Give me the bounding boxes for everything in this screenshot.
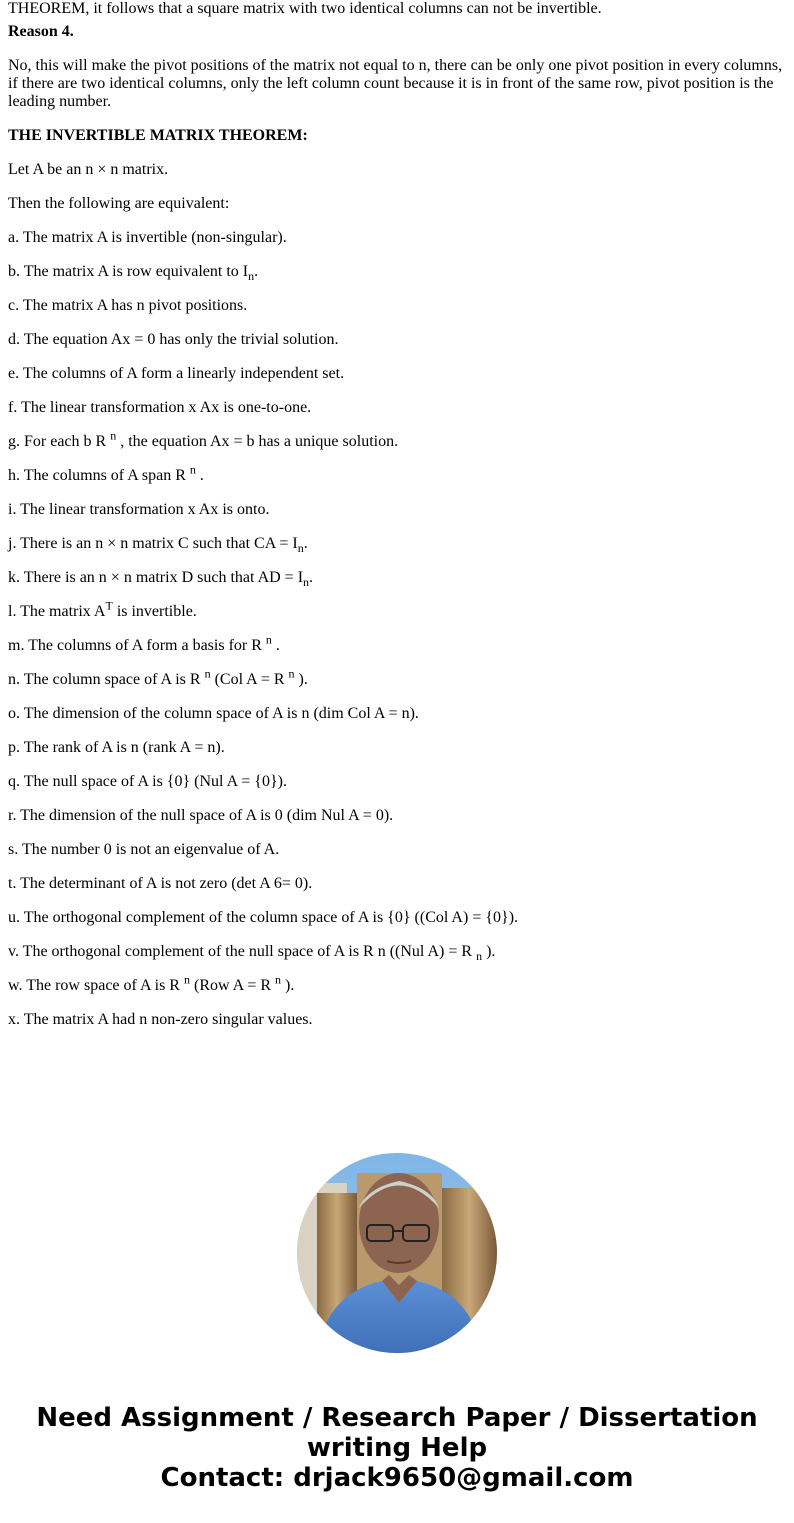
item-superscript: n <box>288 666 295 681</box>
item-superscript: n <box>183 972 190 987</box>
item-subscript: n <box>303 575 310 590</box>
item-text: . <box>303 535 308 552</box>
theorem-item <box>8 263 786 284</box>
item-text: r. The dimension of the null space of A is 0 (dim Nul A = 0). <box>8 807 394 824</box>
item-subscript: n <box>476 949 483 964</box>
item-text: , the equation Ax = b has a unique solution. <box>116 433 399 450</box>
theorem-item <box>8 229 786 247</box>
footer-line-1: Need Assignment / Research Paper / Dissertation <box>36 1403 758 1433</box>
item-text: a. The matrix A is invertible (non-singular). <box>8 229 287 246</box>
item-text: k. There is an n × n matrix D such that AD = I <box>8 569 304 586</box>
theorem-item <box>8 909 786 927</box>
item-superscript: T <box>105 598 113 613</box>
item-text: . <box>254 263 259 280</box>
item-text: e. The columns of A form a linearly independent set. <box>8 365 345 382</box>
item-text: h. The columns of A span R <box>8 467 190 484</box>
theorem-item <box>8 739 786 757</box>
item-text: . <box>309 569 314 586</box>
theorem-item <box>8 598 786 621</box>
author-photo <box>297 1153 497 1353</box>
theorem-item <box>8 632 786 655</box>
intro-tail: THEOREM, it follows that a square matrix with two identical columns can not be invertible. <box>8 0 602 17</box>
item-text: . <box>195 467 204 484</box>
theorem-item <box>8 331 786 349</box>
item-superscript: n <box>265 632 272 647</box>
item-superscript: n <box>110 428 117 443</box>
item-text: ). <box>482 943 496 960</box>
item-text: o. The dimension of the column space of A is n (dim Col A = n). <box>8 705 419 722</box>
reason-heading: Reason 4. <box>8 23 74 40</box>
item-text: u. The orthogonal complement of the column space of A is {0} ((Col A) = {0}). <box>8 909 519 926</box>
theorem-item <box>8 569 786 590</box>
item-text: i. The linear transformation x Ax is onto. <box>8 501 270 518</box>
item-text: t. The determinant of A is not zero (det A 6= 0). <box>8 875 313 892</box>
footer-line-2: writing Help <box>306 1433 488 1463</box>
item-text: j. There is an n × n matrix C such that CA = I <box>8 535 298 552</box>
theorem-item <box>8 807 786 825</box>
item-text: . <box>271 637 280 654</box>
theorem-item <box>8 297 786 315</box>
theorem-item <box>8 462 786 485</box>
item-text: p. The rank of A is n (rank A = n). <box>8 739 225 756</box>
theorem-item <box>8 399 786 417</box>
theorem-item <box>8 875 786 893</box>
theorem-item <box>8 365 786 383</box>
item-text: s. The number 0 is not an eigenvalue of A. <box>8 841 280 858</box>
theorem-item <box>8 705 786 723</box>
item-text: d. The equation Ax = 0 has only the trivial solution. <box>8 331 339 348</box>
item-text: c. The matrix A has n pivot positions. <box>8 297 248 314</box>
item-text: is invertible. <box>112 603 197 620</box>
theorem-item <box>8 428 786 451</box>
item-text: v. The orthogonal complement of the null space of A is R n ((Nul A) = R <box>8 943 477 960</box>
item-text: x. The matrix A had n non-zero singular values. <box>8 1011 313 1028</box>
item-superscript: n <box>275 972 282 987</box>
item-text: ). <box>281 977 295 994</box>
theorem-item <box>8 943 786 964</box>
theorem-item <box>8 666 786 689</box>
theorem-item <box>8 972 786 995</box>
item-text: q. The null space of A is {0} (Nul A = {0}). <box>8 773 287 790</box>
item-text: f. The linear transformation x Ax is one-to-one. <box>8 399 312 416</box>
theorem-item <box>8 501 786 519</box>
reason-text: No, this will make the pivot positions of the matrix not equal to n, there can be only one pivot position in every columns, if there are two identical columns, only the left column count because it is in front of the same row, pivot position is the leading number. <box>8 57 783 110</box>
footer-banner <box>0 1403 794 1493</box>
item-text: g. For each b R <box>8 433 111 450</box>
theorem-item <box>8 535 786 556</box>
theorem-heading: THE INVERTIBLE MATRIX THEOREM: <box>8 127 308 144</box>
item-subscript: n <box>297 541 304 556</box>
item-text: b. The matrix A is row equivalent to I <box>8 263 249 280</box>
let-text: Let A be an n × n matrix. <box>8 161 169 178</box>
theorem-item <box>8 773 786 791</box>
theorem-item <box>8 841 786 859</box>
item-superscript: n <box>204 666 211 681</box>
theorem-item <box>8 1011 786 1029</box>
item-text: l. The matrix A <box>8 603 106 620</box>
theorem-items <box>8 229 786 1029</box>
item-superscript: n <box>189 462 196 477</box>
item-text: m. The columns of A form a basis for R <box>8 637 266 654</box>
then-text: Then the following are equivalent: <box>8 195 230 212</box>
item-text: w. The row space of A is R <box>8 977 184 994</box>
item-subscript: n <box>248 269 255 284</box>
item-text: (Col A = R <box>210 671 289 688</box>
item-text: (Row A = R <box>189 977 276 994</box>
item-text: ). <box>294 671 308 688</box>
footer-contact: Contact: drjack9650@gmail.com <box>160 1463 634 1493</box>
item-text: n. The column space of A is R <box>8 671 205 688</box>
